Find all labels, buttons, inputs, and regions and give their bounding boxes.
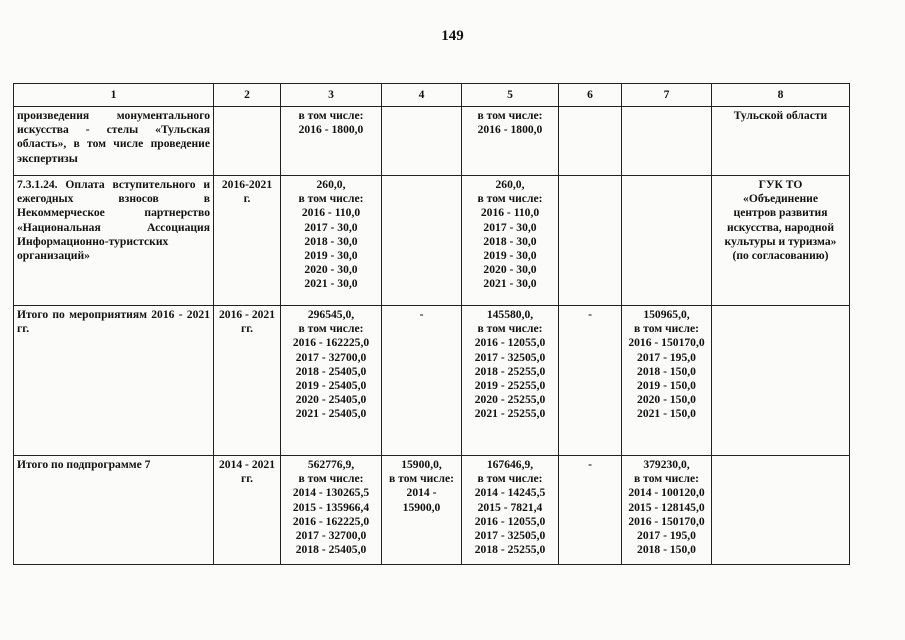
cell-description: произведения монументального искусства - стелы «Тульская область», в том числе проведение экспертизы	[14, 107, 214, 176]
cell-extrabudget: 150965,0, в том числе: 2016 - 150170,0 2017 - 195,0 2018 - 150,0 2019 - 150,0 2020 - 150,0 2021 - 150,0	[622, 306, 712, 456]
cell-federal: 15900,0, в том числе: 2014 - 15900,0	[382, 456, 462, 565]
cell-period: 2014 - 2021 гг.	[214, 456, 281, 565]
budget-table	[13, 83, 850, 565]
table-row	[14, 107, 850, 176]
column-header: 8	[712, 84, 850, 107]
column-header: 2	[214, 84, 281, 107]
cell-local: -	[559, 456, 622, 565]
cell-total: 562776,9, в том числе: 2014 - 130265,5 2015 - 135966,4 2016 - 162225,0 2017 - 32700,0 2018 - 25405,0	[281, 456, 382, 565]
column-header: 3	[281, 84, 382, 107]
cell-description: Итого по подпрограмме 7	[14, 456, 214, 565]
cell-regional: 167646,9, в том числе: 2014 - 14245,5 2015 - 7821,4 2016 - 12055,0 2017 - 32505,0 2018 - 25255,0	[462, 456, 559, 565]
cell-extrabudget	[622, 176, 712, 306]
cell-regional: 145580,0, в том числе: 2016 - 12055,0 2017 - 32505,0 2018 - 25255,0 2019 - 25255,0 2020 - 25255,0 2021 - 25255,0	[462, 306, 559, 456]
cell-executor: ГУК ТО «Объединение центров развития искусства, народной культуры и туризма» (по согласованию)	[712, 176, 850, 306]
page-number: 149	[441, 28, 464, 44]
cell-period: 2016 - 2021 гг.	[214, 306, 281, 456]
cell-extrabudget: 379230,0, в том числе: 2014 - 100120,0 2015 - 128145,0 2016 - 150170,0 2017 - 195,0 2018 - 150,0	[622, 456, 712, 565]
cell-executor	[712, 456, 850, 565]
cell-description: 7.3.1.24. Оплата вступительного и ежегодных взносов в Некоммерческое партнерство «Национальная Ассоциация Информационно-туристских организаций»	[14, 176, 214, 306]
column-header: 1	[14, 84, 214, 107]
column-header: 6	[559, 84, 622, 107]
cell-federal	[382, 107, 462, 176]
column-header: 4	[382, 84, 462, 107]
cell-period	[214, 107, 281, 176]
column-header: 5	[462, 84, 559, 107]
cell-total: 260,0, в том числе: 2016 - 110,0 2017 - 30,0 2018 - 30,0 2019 - 30,0 2020 - 30,0 2021 - 30,0	[281, 176, 382, 306]
cell-federal: -	[382, 306, 462, 456]
header-row	[14, 84, 850, 107]
cell-local	[559, 176, 622, 306]
table-row	[14, 456, 850, 565]
cell-description: Итого по мероприятиям 2016 - 2021 гг.	[14, 306, 214, 456]
table-row	[14, 176, 850, 306]
cell-total: 296545,0, в том числе: 2016 - 162225,0 2017 - 32700,0 2018 - 25405,0 2019 - 25405,0 2020 - 25405,0 2021 - 25405,0	[281, 306, 382, 456]
cell-regional: в том числе: 2016 - 1800,0	[462, 107, 559, 176]
column-header: 7	[622, 84, 712, 107]
cell-local: -	[559, 306, 622, 456]
cell-total: в том числе: 2016 - 1800,0	[281, 107, 382, 176]
cell-executor: Тульской области	[712, 107, 850, 176]
cell-extrabudget	[622, 107, 712, 176]
cell-executor	[712, 306, 850, 456]
cell-period: 2016-2021 г.	[214, 176, 281, 306]
cell-local	[559, 107, 622, 176]
table-row	[14, 306, 850, 456]
cell-federal	[382, 176, 462, 306]
cell-regional: 260,0, в том числе: 2016 - 110,0 2017 - 30,0 2018 - 30,0 2019 - 30,0 2020 - 30,0 2021 - 30,0	[462, 176, 559, 306]
